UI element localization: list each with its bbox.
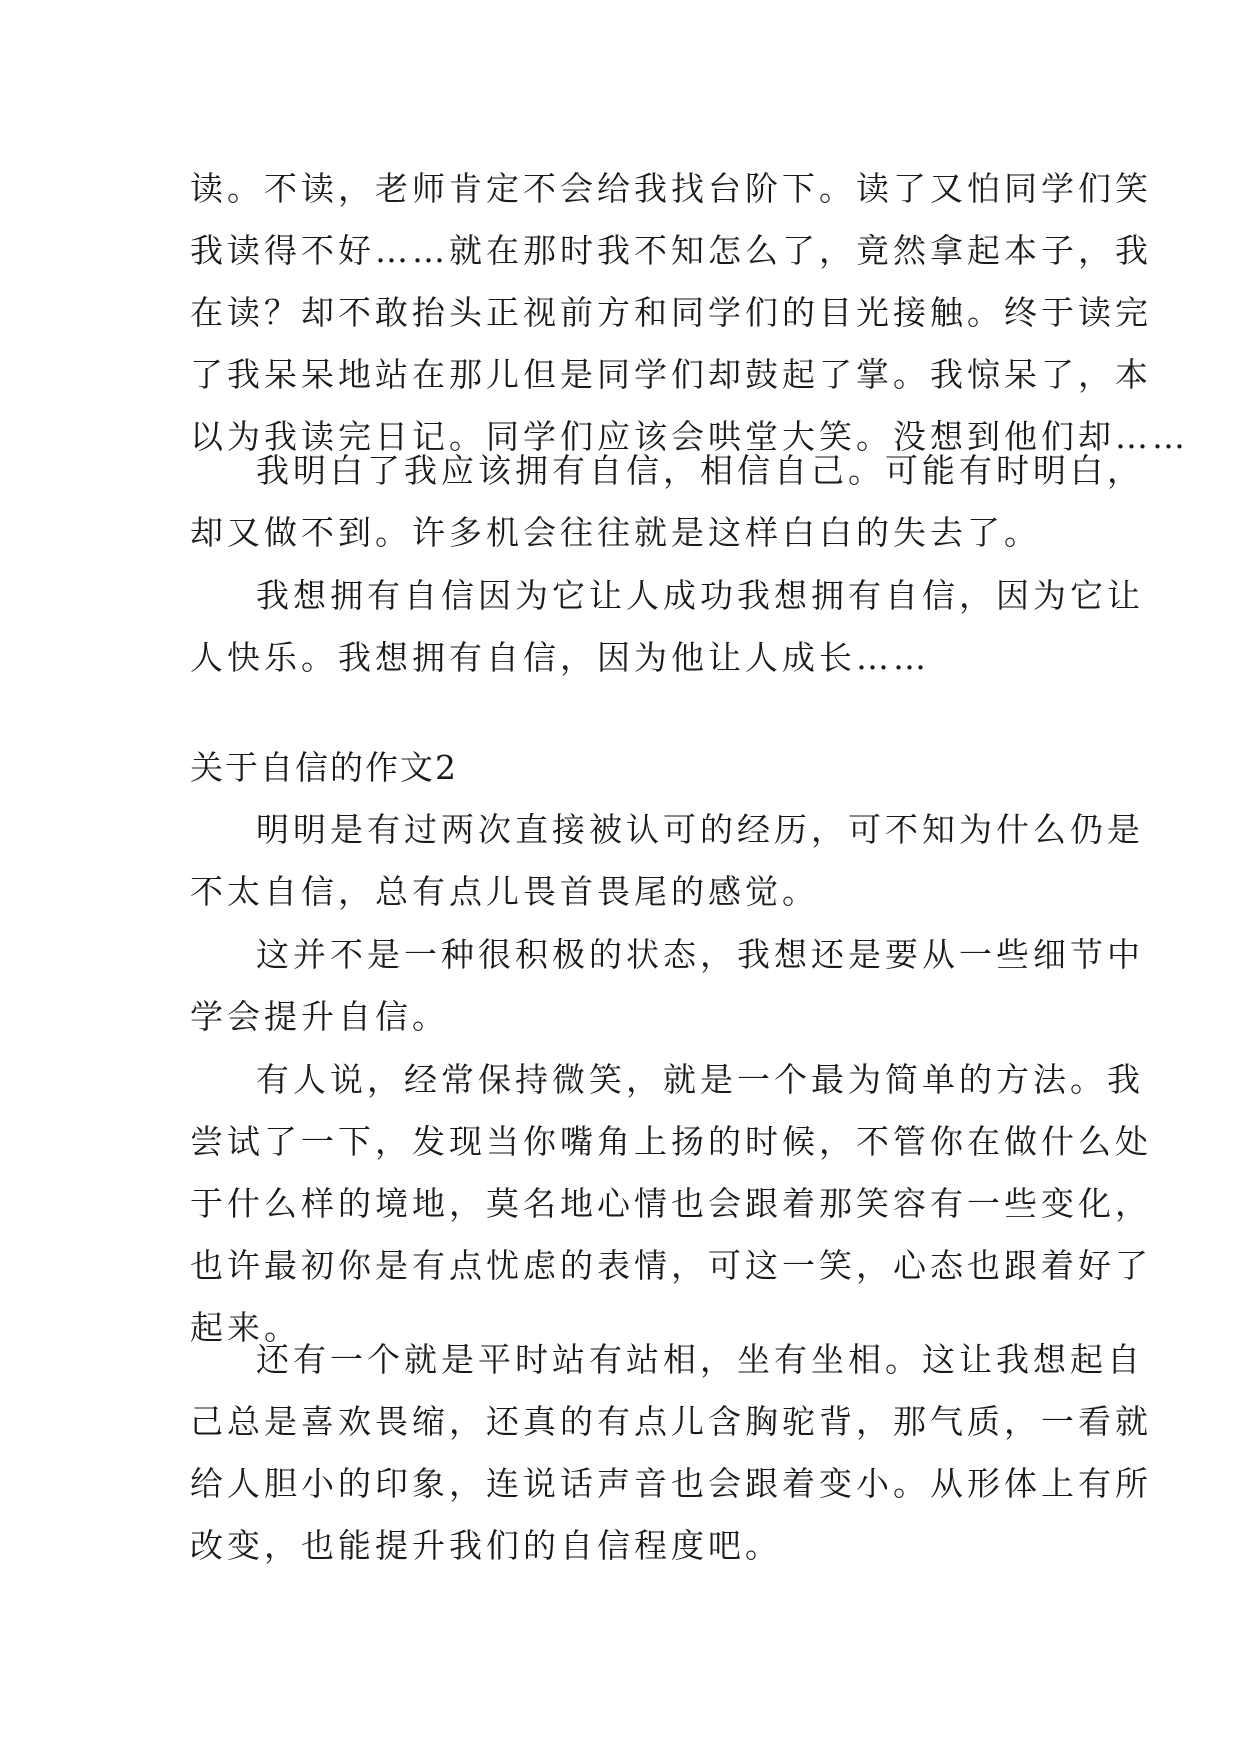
paragraph-line: 明明是有过两次直接被认可的经历，可不知为什么仍是 [256, 810, 1144, 849]
essay-title: 关于自信的作文2 [190, 748, 458, 787]
paragraph-line: 改变，也能提升我们的自信程度吧。 [190, 1526, 782, 1565]
paragraph-understanding [190, 440, 1144, 564]
paragraph-line: 学会提升自信。 [190, 997, 449, 1036]
paragraph-details [190, 924, 1144, 1048]
paragraph-recognition [190, 799, 1144, 923]
essay-heading [190, 737, 1070, 799]
paragraph-line: 还有一个就是平时站有站相，坐有坐相。这让我想起自 [256, 1340, 1144, 1379]
paragraph-line: 却又做不到。许多机会往往就是这样白白的失去了。 [190, 513, 1041, 552]
paragraph-line: 这并不是一种很积极的状态，我想还是要从一些细节中 [256, 935, 1144, 974]
paragraph-line: 起来。 [190, 1308, 301, 1347]
paragraph-line: 我明白了我应该拥有自信，相信自己。可能有时明白， [256, 451, 1144, 490]
paragraph-line: 不太自信，总有点儿畏首畏尾的感觉。 [190, 872, 819, 911]
paragraph-line: 了我呆呆地站在那儿但是同学们却鼓起了掌。我惊呆了，本 [190, 355, 1152, 394]
paragraph-posture [190, 1329, 1152, 1577]
paragraph-line: 也许最初你是有点忧虑的表情，可这一笑，心态也跟着好了 [190, 1246, 1152, 1285]
paragraph-reading-diary [190, 158, 1189, 468]
paragraph-line: 己总是喜欢畏缩，还真的有点儿含胸驼背，那气质，一看就 [190, 1402, 1152, 1441]
paragraph-line: 给人胆小的印象，连说话声音也会跟着变小。从形体上有所 [190, 1464, 1152, 1503]
paragraph-want-confidence [190, 565, 1144, 689]
paragraph-line: 以为我读完日记。同学们应该会哄堂大笑。没想到他们却…… [190, 417, 1189, 456]
paragraph-line: 我读得不好……就在那时我不知怎么了，竟然拿起本子，我 [190, 231, 1152, 270]
paragraph-line: 于什么样的境地，莫名地心情也会跟着那笑容有一些变化， [190, 1184, 1152, 1223]
paragraph-line: 有人说，经常保持微笑，就是一个最为简单的方法。我 [256, 1060, 1144, 1099]
paragraph-line: 我想拥有自信因为它让人成功我想拥有自信，因为它让 [256, 576, 1144, 615]
paragraph-line: 人快乐。我想拥有自信，因为他让人成长…… [190, 638, 930, 677]
paragraph-line: 在读？却不敢抬头正视前方和同学们的目光接触。终于读完 [190, 293, 1152, 332]
paragraph-line: 读。不读，老师肯定不会给我找台阶下。读了又怕同学们笑 [190, 169, 1152, 208]
paragraph-smile [190, 1049, 1152, 1359]
paragraph-line: 尝试了一下，发现当你嘴角上扬的时候，不管你在做什么处 [190, 1122, 1152, 1161]
